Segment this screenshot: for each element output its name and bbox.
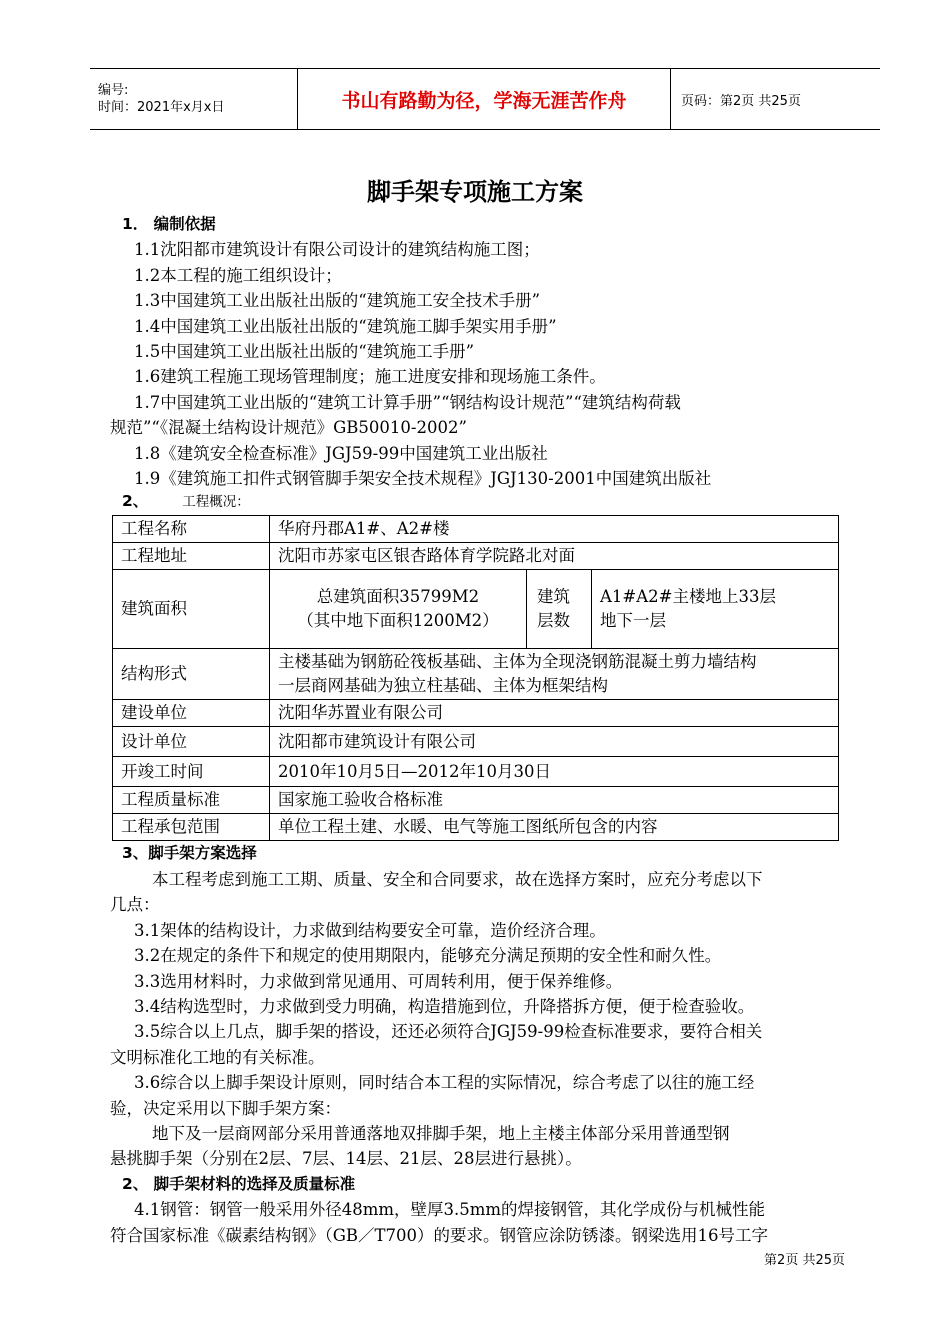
row-label: 工程名称 [113,516,270,543]
table-row [113,700,839,727]
row-label: 工程承包范围 [113,814,270,841]
table-row [113,757,839,787]
principle-item: 3.6综合以上脚手架设计原则，同时结合本工程的实际情况，综合考虑了以往的施工经 [134,1073,755,1093]
table-row [113,727,839,757]
table-row [113,814,839,841]
basis-item: 1.6建筑工程施工现场管理制度；施工进度安排和现场施工条件。 [134,367,606,387]
chosen-plan: 地下及一层商网部分采用普通落地双排脚手架，地上主楼主体部分采用普通型钢 [152,1123,730,1143]
principle-item: 3.4结构选型时，力求做到受力明确，构造措施到位，升降搭拆方便，便于检查验收。 [134,996,755,1016]
principle-item-continued: 文明标准化工地的有关标准。 [110,1047,325,1067]
header-slogan: 书山有路勤为径，学海无涯苦作舟 [298,69,671,130]
doc-number-label: 编号: [98,83,129,98]
floors-label-cell [527,570,592,649]
principle-item-continued: 验，决定采用以下脚手架方案： [110,1098,341,1118]
struct-line: 一层商网基础为独立柱基础、主体为框架结构 [278,676,608,696]
row-value: 国家施工验收合格标准 [270,787,839,814]
chosen-plan-continued: 悬挑脚手架（分别在2层、7层、14层、21层、28层进行悬挑）。 [110,1149,582,1169]
row-value: 单位工程土建、水暖、电气等施工图纸所包含的内容 [270,814,839,841]
header-meta [90,69,298,130]
section-3-intro-continued: 几点： [110,895,160,915]
basis-item: 1.5中国建筑工业出版社出版的“建筑施工手册” [134,342,475,362]
page-footer: 第2页 共25页 [764,1253,845,1268]
document-body [110,212,850,1248]
doc-time-label: 时间：2021年x月x日 [98,100,225,115]
floors-below: 地下一层 [600,611,666,631]
principle-item: 3.3选用材料时，力求做到常见通用、可周转利用，便于保养维修。 [134,971,623,991]
floors-label-line: 建筑 [537,587,570,607]
row-value: 沈阳市苏家屯区银杏路体育学院路北对面 [270,543,839,570]
row-value: 沈阳都市建筑设计有限公司 [270,727,839,757]
section-2-number: 2、 [122,492,149,511]
table-row [113,787,839,814]
basis-item: 1.8《建筑安全检查标准》JGJ59-99中国建筑工业出版社 [134,443,548,463]
header-page-label: 页码：第2页 共25页 [671,69,881,130]
row-value [270,649,839,700]
basis-item: 1.4中国建筑工业出版社出版的“建筑施工脚手架实用手册” [134,316,557,336]
row-label: 工程地址 [113,543,270,570]
table-row [113,570,839,649]
material-paragraph: 4.1钢管：钢管一般采用外径48mm，壁厚3.5mm的焊接钢管，其化学成份与机械性能 [134,1200,766,1220]
area-underground: （其中地下面积1200M2） [297,611,499,631]
table-row [113,649,839,700]
area-total: 总建筑面积35799M2 [316,587,480,607]
row-label: 结构形式 [113,649,270,700]
section-3-intro: 本工程考虑到施工工期、质量、安全和合同要求，故在选择方案时，应充分考虑以下 [152,869,763,889]
basis-item-continued: 规范”“《混凝土结构设计规范》GB50010-2002” [110,418,467,438]
table-row [113,516,839,543]
document-title: 脚手架专项施工方案 [367,178,583,206]
basis-item: 1.2本工程的施工组织设计； [134,265,342,285]
table-row [113,543,839,570]
basis-item: 1.3中国建筑工业出版社出版的“建筑施工安全技术手册” [134,291,541,311]
row-label: 建设单位 [113,700,270,727]
struct-line: 主楼基础为钢筋砼筏板基础、主体为全现浇钢筋混凝土剪力墙结构 [278,652,757,672]
principle-item: 3.5综合以上几点，脚手架的搭设，还还必须符合JGJ59-99检查标准要求，要符合相关 [134,1022,763,1042]
row-label: 建筑面积 [113,570,270,649]
row-value: 2010年10月5日—2012年10月30日 [270,757,839,787]
row-label: 工程质量标准 [113,787,270,814]
basis-item: 1.1沈阳都市建筑设计有限公司设计的建筑结构施工图； [134,240,540,260]
project-overview-table [112,515,839,841]
section-2-heading [110,491,850,512]
row-value: 沈阳华苏置业有限公司 [270,700,839,727]
row-label: 开竣工时间 [113,757,270,787]
floors-value-cell [592,570,839,649]
row-value: 华府丹郡A1#、A2#楼 [270,516,839,543]
section-2-title: 工程概况： [182,494,250,511]
row-label: 设计单位 [113,727,270,757]
material-paragraph-continued: 符合国家标准《碳素结构钢》（GB／T700）的要求。钢管应涂防锈漆。钢梁选用16号工字 [110,1225,769,1245]
basis-item: 1.9《建筑施工扣件式钢管脚手架安全技术规程》JGJ130-2001中国建筑出版社 [134,469,712,489]
principle-item: 3.1架体的结构设计，力求做到结构要安全可靠，造价经济合理。 [134,920,606,940]
area-value-cell [270,570,527,649]
principle-item: 3.2在规定的条件下和规定的使用期限内，能够充分满足预期的安全性和耐久性。 [134,946,722,966]
section-1-heading: 1． 编制依据 [122,215,216,233]
section-4-heading: 2、 脚手架材料的选择及质量标准 [122,1174,356,1193]
page-header [90,68,880,130]
section-3-heading: 3、脚手架方案选择 [122,844,257,863]
floors-label-line: 层数 [537,611,570,631]
basis-item: 1.7中国建筑工业出版的“建筑工计算手册”“钢结构设计规范”“建筑结构荷载 [134,392,681,412]
floors-above: A1#A2#主楼地上33层 [600,587,776,607]
